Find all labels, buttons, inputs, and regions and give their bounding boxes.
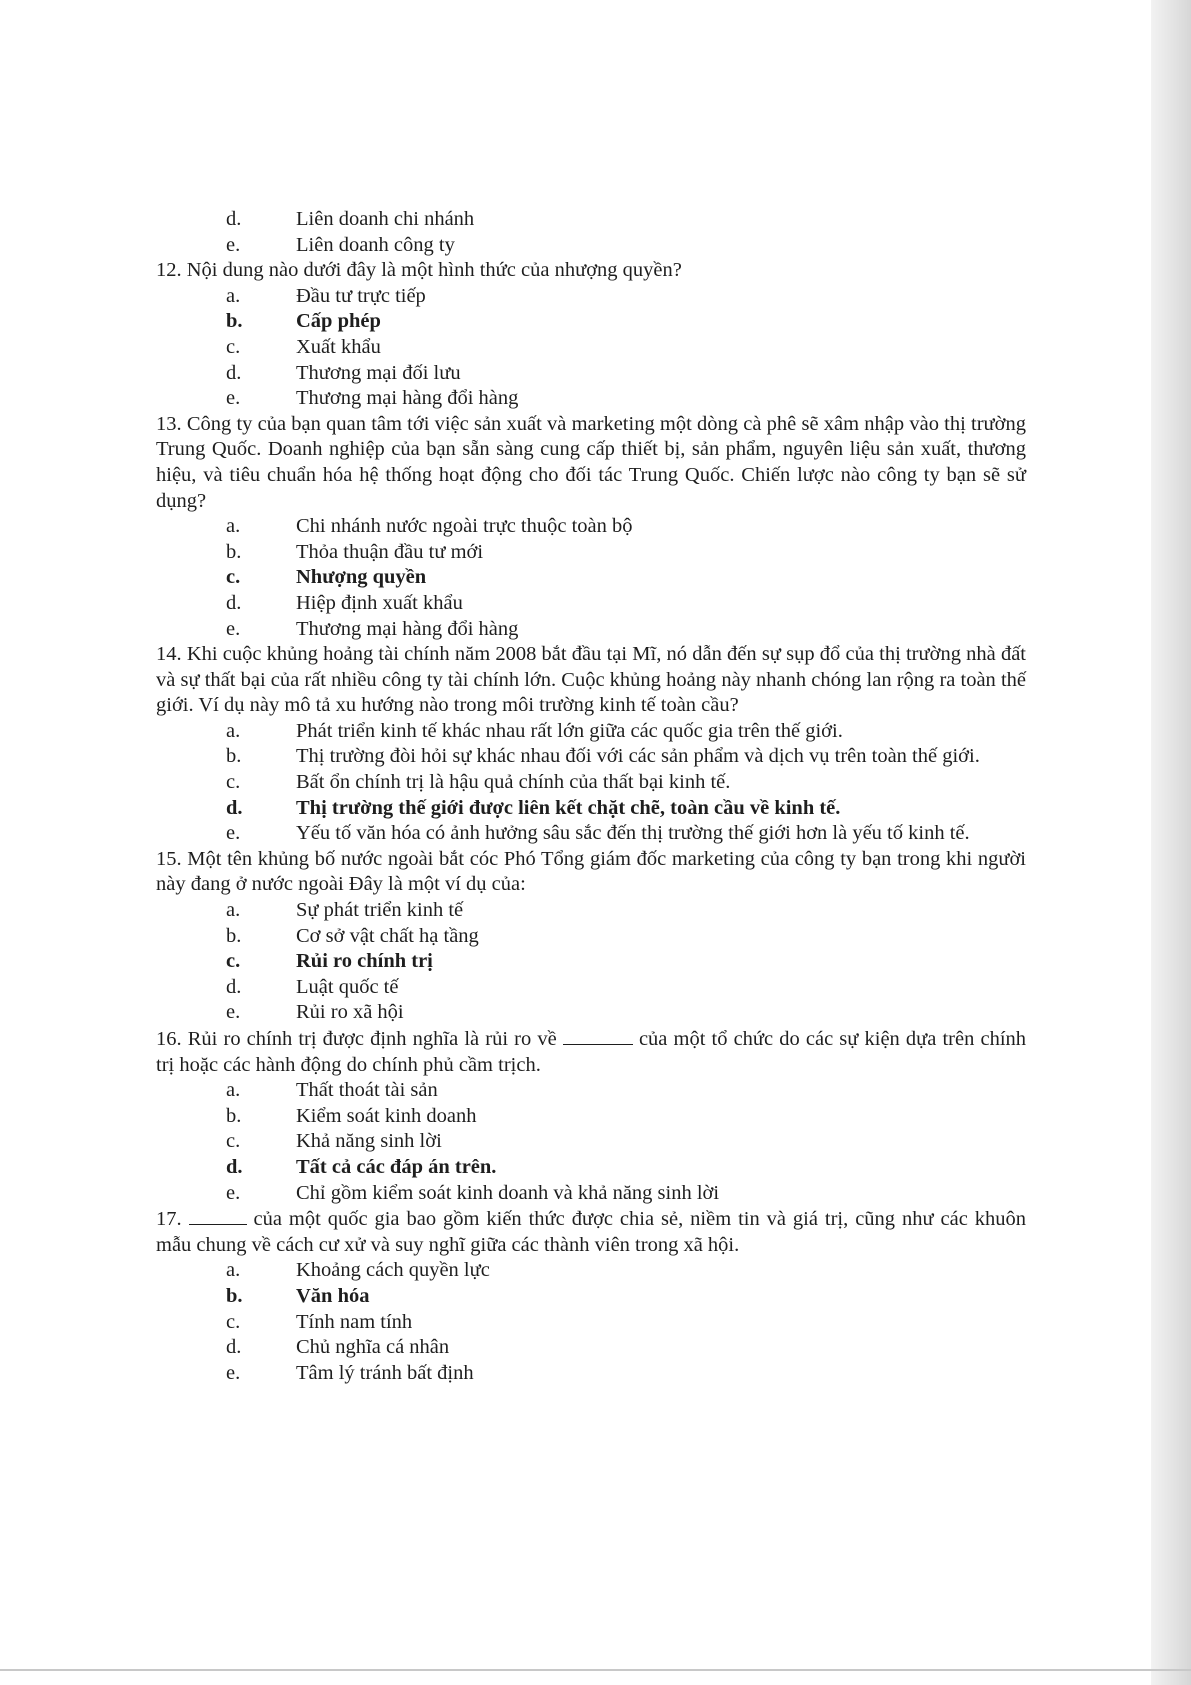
option-letter: a. <box>226 1259 241 1282</box>
option <box>156 284 1026 310</box>
option-answer <box>156 1155 1026 1181</box>
question-number: 13. <box>156 412 182 435</box>
option <box>156 821 1026 847</box>
option-text: Thị trường thế giới được liên kết chặt chẽ, toàn cầu về kinh tế. <box>296 796 841 819</box>
question-text: Một tên khủng bố nước ngoài bắt cóc Phó Tổng giám đốc marketing của công ty bạn trong khi người này đang ở nước ngoài Đây là một ví dụ của: <box>156 847 1026 896</box>
option-answer <box>156 949 1026 975</box>
option-text: Kiểm soát kinh doanh <box>296 1104 477 1127</box>
option-letter: a. <box>226 515 241 538</box>
option-text: Thất thoát tài sản <box>296 1079 438 1102</box>
option-text: Phát triển kinh tế khác nhau rất lớn giữa các quốc gia trên thế giới. <box>296 719 843 742</box>
question-12 <box>156 258 1026 284</box>
option-text: Khả năng sinh lời <box>296 1130 442 1153</box>
option-letter: d. <box>226 1336 242 1359</box>
question-number: 16. <box>156 1028 182 1050</box>
option-letter: a. <box>226 284 241 307</box>
option <box>156 898 1026 924</box>
option-letter: e. <box>226 1361 241 1384</box>
question-text: Công ty của bạn quan tâm tới việc sản xuất và marketing một dòng cà phê sẽ xâm nhập vào thị trường Trung Quốc. Doanh nghiệp của bạn sẵn sàng cung cấp thiết bị, sản phẩm, nguyên liệu sản xuất, thương hiệu, và tiêu chuẩn hóa hệ thống hoạt động cho đối tác Trung Quốc. Chiến lược nào công ty bạn sẽ sử dụng? <box>156 412 1026 512</box>
fill-in-blank <box>189 1206 247 1225</box>
option <box>156 1258 1026 1284</box>
option-letter: d. <box>226 1155 243 1178</box>
question-number: 14. <box>156 643 182 666</box>
option <box>156 207 1026 233</box>
option-letter: e. <box>226 233 241 256</box>
option <box>156 1000 1026 1026</box>
question-15 <box>156 847 1026 898</box>
option-letter: d. <box>226 361 242 384</box>
option-text: Thương mại đối lưu <box>296 361 461 384</box>
option-text: Thương mại hàng đổi hàng <box>296 617 519 640</box>
option <box>156 361 1026 387</box>
option-text: Luật quốc tế <box>296 975 399 998</box>
option <box>156 975 1026 1001</box>
fill-in-blank <box>563 1026 633 1045</box>
option-text: Yếu tố văn hóa có ảnh hưởng sâu sắc đến thị trường thế giới hơn là yếu tố kinh tế. <box>296 822 970 845</box>
option-answer <box>156 309 1026 335</box>
option-letter: c. <box>226 335 241 358</box>
option <box>156 1181 1026 1207</box>
option <box>156 591 1026 617</box>
option-letter: b. <box>226 1104 242 1127</box>
option-letter: b. <box>226 540 242 563</box>
option-letter: b. <box>226 310 243 333</box>
option-letter: c. <box>226 950 241 973</box>
option <box>156 540 1026 566</box>
option-letter: e. <box>226 1181 241 1204</box>
option-letter: e. <box>226 822 241 845</box>
option <box>156 617 1026 643</box>
option-text: Tính nam tính <box>296 1310 413 1333</box>
option-letter: b. <box>226 1284 243 1307</box>
question-number: 12. <box>156 259 182 282</box>
option-letter: b. <box>226 745 242 768</box>
option-text: Văn hóa <box>296 1284 370 1307</box>
page-content <box>156 207 1026 1386</box>
question-number: 15. <box>156 847 182 870</box>
option-letter: d. <box>226 975 242 998</box>
option-text: Chi nhánh nước ngoài trực thuộc toàn bộ <box>296 515 633 538</box>
option-text: Nhượng quyền <box>296 566 427 589</box>
option-text: Rủi ro xã hội <box>296 1001 404 1024</box>
option-letter: c. <box>226 566 241 589</box>
option-letter: d. <box>226 591 242 614</box>
option <box>156 1335 1026 1361</box>
option <box>156 719 1026 745</box>
option-text: Hiệp định xuất khẩu <box>296 591 463 614</box>
option-text: Chủ nghĩa cá nhân <box>296 1336 450 1359</box>
scan-edge-shadow <box>1151 0 1191 1685</box>
option-text: Xuất khẩu <box>296 335 381 358</box>
option-text: Rủi ro chính trị <box>296 950 433 973</box>
option-answer <box>156 565 1026 591</box>
option-letter: d. <box>226 796 243 819</box>
question-number: 17. <box>156 1208 182 1231</box>
option <box>156 744 1026 770</box>
question-17 <box>156 1206 1026 1258</box>
option-letter: c. <box>226 1130 241 1153</box>
option-text: Liên doanh công ty <box>296 233 455 256</box>
option-text: Chỉ gồm kiểm soát kinh doanh và khả năng sinh lời <box>296 1181 720 1204</box>
question-14 <box>156 642 1026 719</box>
option-text: Đầu tư trực tiếp <box>296 284 426 307</box>
option-letter: a. <box>226 899 241 922</box>
option-answer <box>156 796 1026 822</box>
option <box>156 1078 1026 1104</box>
option-text: Cấp phép <box>296 310 381 333</box>
question-text: Nội dung nào dưới đây là một hình thức của nhượng quyền? <box>186 259 682 282</box>
option-text: Liên doanh chi nhánh <box>296 208 475 230</box>
option <box>156 1361 1026 1387</box>
option-text: Tất cả các đáp án trên. <box>296 1155 497 1178</box>
option-answer <box>156 1284 1026 1310</box>
option-text: Thỏa thuận đầu tư mới <box>296 540 484 563</box>
option-text: Khoảng cách quyền lực <box>296 1259 490 1282</box>
option-text: Sự phát triển kinh tế <box>296 899 464 922</box>
option-text: Bất ổn chính trị là hậu quả chính của thất bại kinh tế. <box>296 771 731 794</box>
option-letter: e. <box>226 617 241 640</box>
option-letter: c. <box>226 1310 241 1333</box>
option <box>156 1129 1026 1155</box>
scan-bottom-line <box>0 1669 1191 1671</box>
option-letter: a. <box>226 719 241 742</box>
option <box>156 233 1026 259</box>
option-letter: d. <box>226 208 242 230</box>
question-text-before-blank: Rủi ro chính trị được định nghĩa là rủi ro về <box>187 1028 557 1050</box>
option-letter: b. <box>226 924 242 947</box>
question-text-after-blank: của một tổ chức do các sự kiện dựa trên chính trị hoặc các hành động do chính phủ cầm trịch. <box>156 1028 1027 1076</box>
option-letter: c. <box>226 771 241 794</box>
option-text: Cơ sở vật chất hạ tầng <box>296 924 479 947</box>
option-letter: a. <box>226 1079 241 1102</box>
option-text: Thị trường đòi hỏi sự khác nhau đối với các sản phẩm và dịch vụ trên toàn thế giới. <box>296 745 980 768</box>
question-text-after-blank: của một quốc gia bao gồm kiến thức được chia sẻ, niềm tin và giá trị, cũng như các khuôn mẫu chung về cách cư xử và suy nghĩ giữa các thành viên trong xã hội. <box>156 1208 1027 1256</box>
option-letter: e. <box>226 1001 241 1024</box>
option-text: Thương mại hàng đổi hàng <box>296 387 519 410</box>
option <box>156 335 1026 361</box>
option <box>156 1104 1026 1130</box>
option <box>156 1310 1026 1336</box>
question-text: Khi cuộc khủng hoảng tài chính năm 2008 bắt đầu tại Mĩ, nó dẫn đến sự sụp đổ của thị trường nhà đất và sự thất bại của rất nhiều công ty tài chính lớn. Cuộc khủng hoảng này nhanh chóng lan rộng ra toàn thế giới. Ví dụ này mô tả xu hướng nào trong môi trường kinh tế toàn cầu? <box>156 643 1026 717</box>
question-16 <box>156 1026 1026 1078</box>
option <box>156 386 1026 412</box>
option <box>156 514 1026 540</box>
option <box>156 924 1026 950</box>
option-text: Tâm lý tránh bất định <box>296 1361 474 1384</box>
option-letter: e. <box>226 387 241 410</box>
question-13 <box>156 412 1026 514</box>
option <box>156 770 1026 796</box>
